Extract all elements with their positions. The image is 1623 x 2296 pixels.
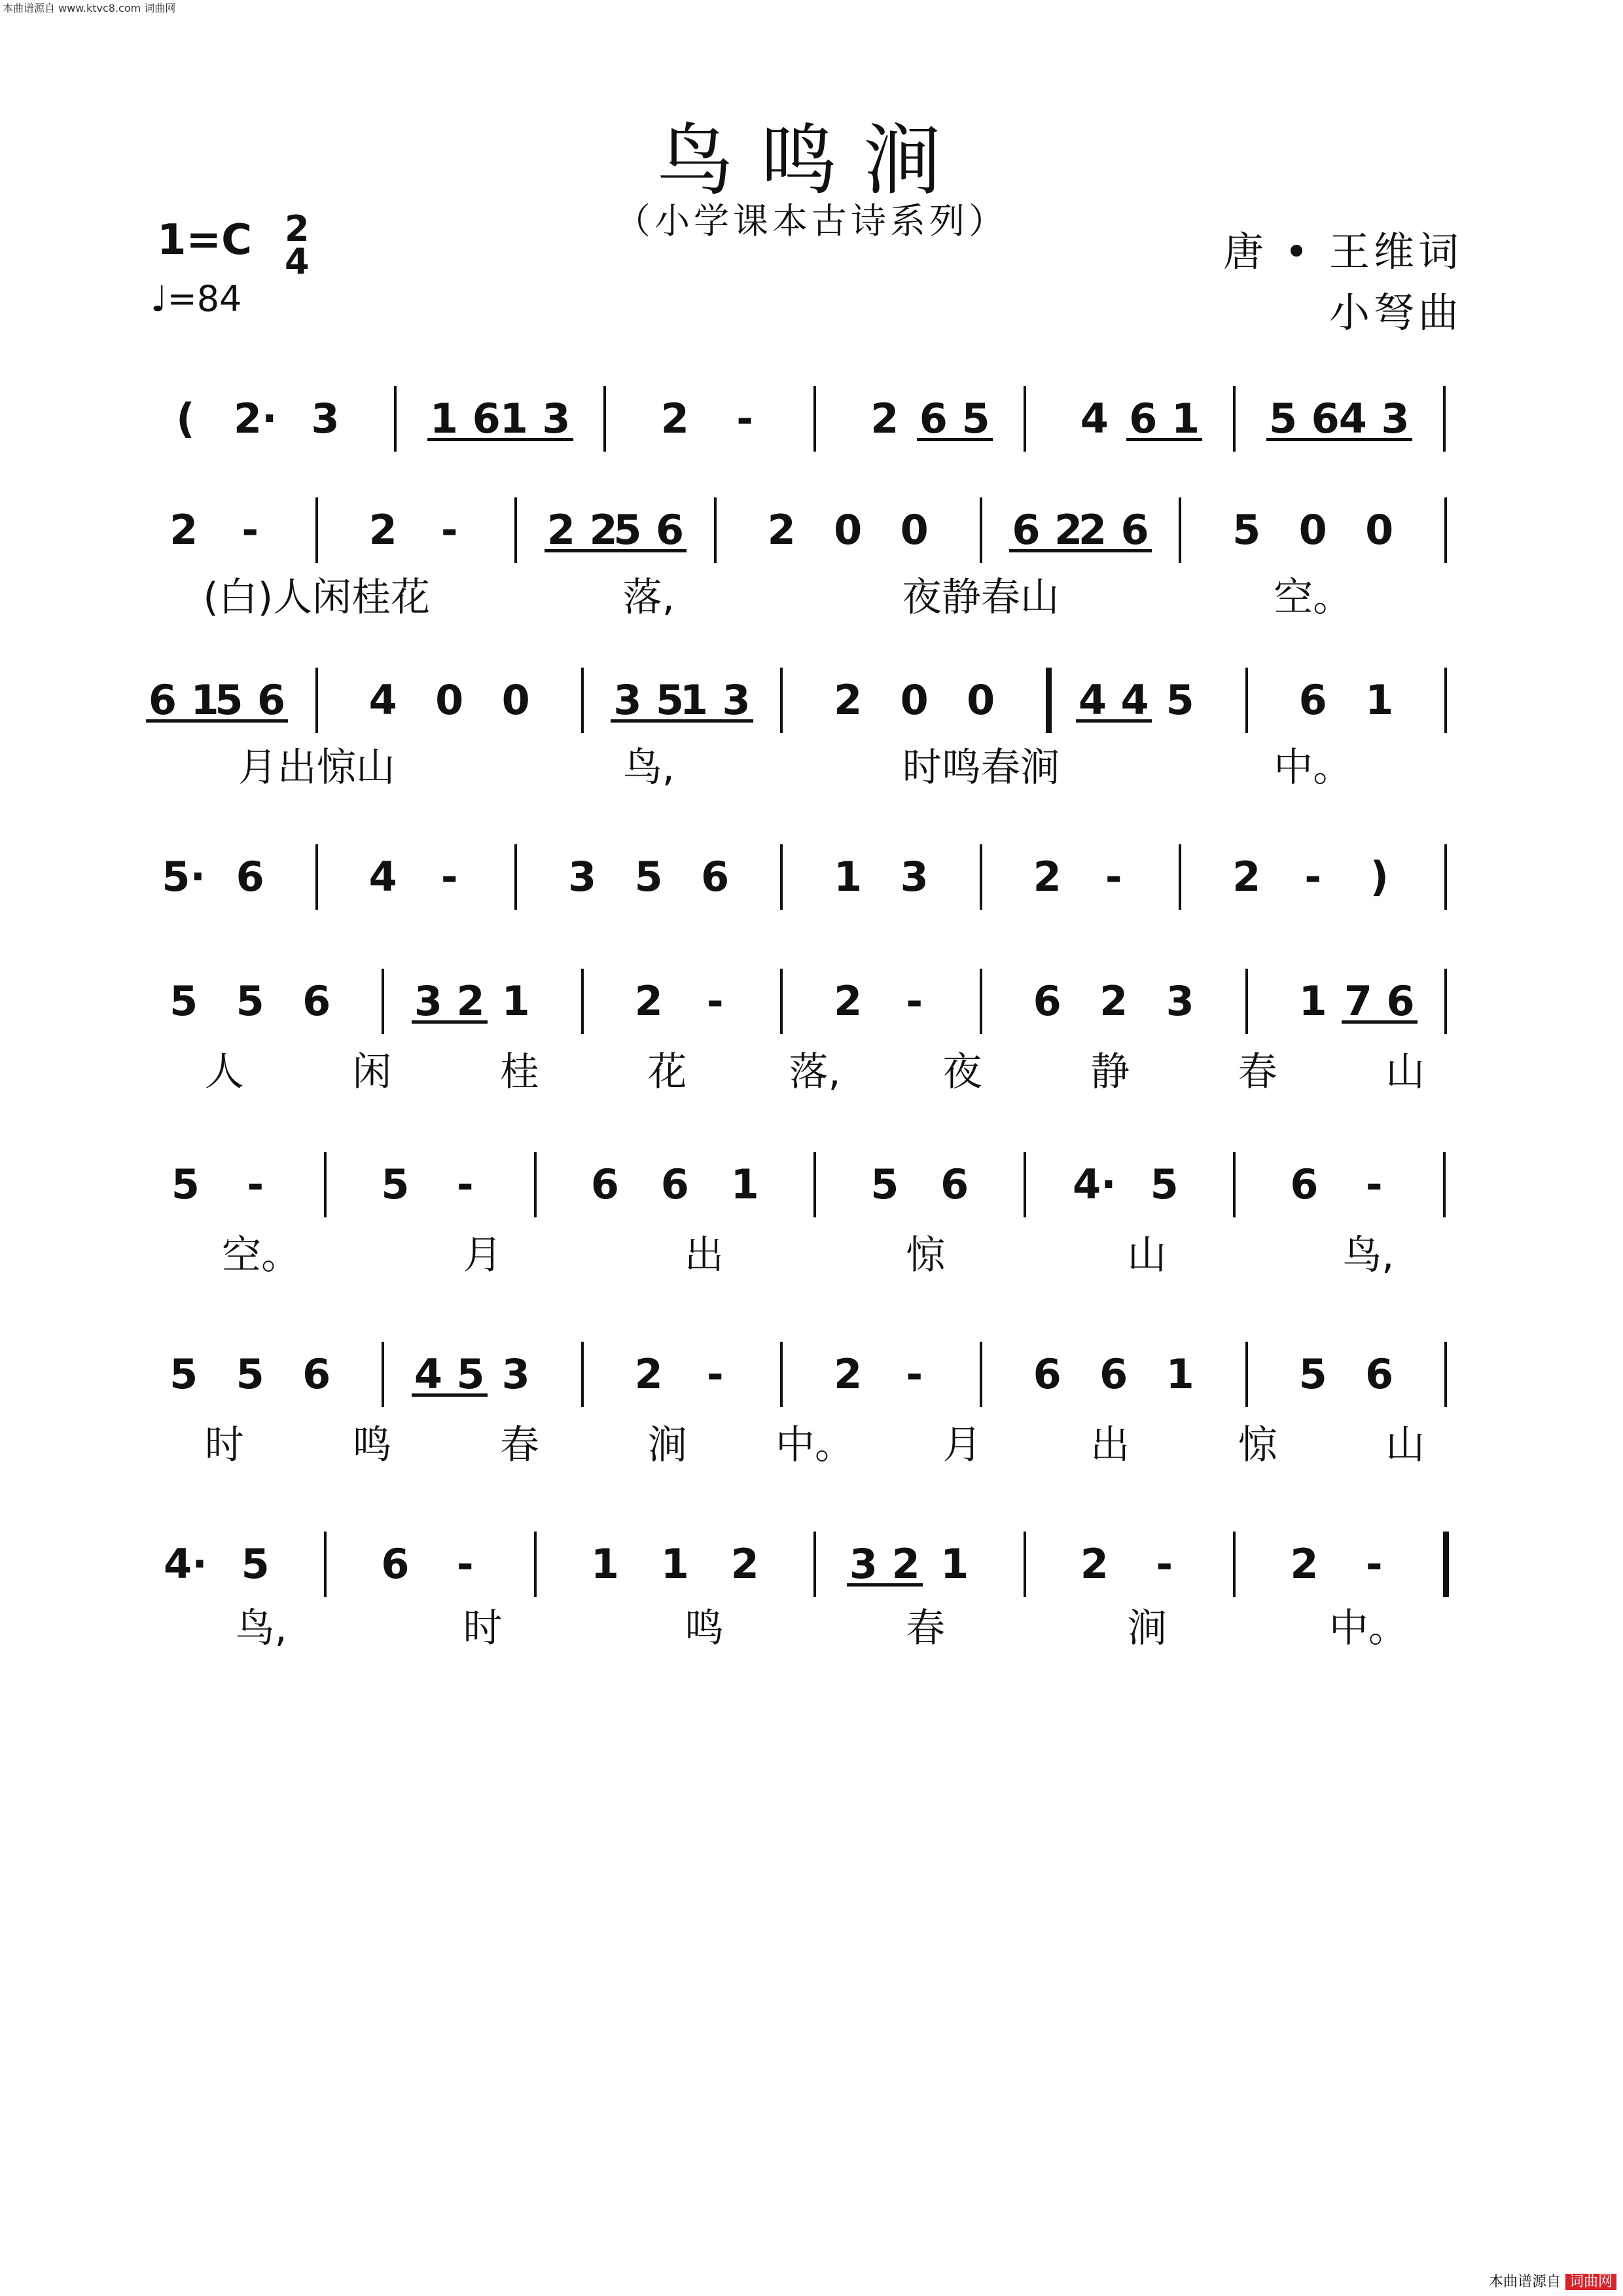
note: 0	[967, 676, 995, 724]
lyric: 落,	[622, 575, 675, 620]
barline	[1443, 386, 1446, 452]
note: 4 3	[1339, 393, 1410, 445]
lyric: 夜静春山	[902, 575, 1060, 620]
lyric: 鸟,	[1342, 1232, 1395, 1278]
note: 4	[368, 676, 397, 724]
note: 4·	[164, 1540, 207, 1588]
lyric: 中。	[776, 1422, 854, 1468]
barline	[1245, 969, 1248, 1034]
note: 6 5	[919, 393, 990, 445]
barline	[1245, 1342, 1248, 1407]
note: 2	[1080, 1540, 1109, 1588]
barline	[315, 497, 318, 563]
barline	[1444, 844, 1447, 910]
note: 2	[1232, 853, 1261, 901]
note: 2	[1099, 977, 1128, 1025]
score-line-8	[151, 1532, 1479, 1597]
barline	[581, 969, 584, 1034]
note: 2	[1033, 853, 1061, 901]
score-line-4	[151, 844, 1479, 910]
barline	[315, 844, 318, 910]
note: 3	[568, 853, 597, 901]
dash-note: -	[1105, 853, 1122, 901]
barline	[315, 668, 318, 733]
note: 5 6	[1269, 393, 1340, 445]
lyric: 鸣	[352, 1422, 392, 1468]
lyric: 出	[684, 1232, 724, 1278]
note: 0	[900, 506, 929, 554]
note: 5	[169, 1350, 198, 1398]
note: 6	[660, 1160, 689, 1208]
note: 5 6	[613, 504, 684, 556]
note: 0	[834, 506, 863, 554]
dash-note: -	[241, 506, 259, 554]
note: 6	[302, 977, 331, 1025]
note: 1	[1365, 676, 1394, 724]
footer-source-label: 本曲谱源自	[1488, 2274, 1561, 2290]
note: 5	[236, 977, 264, 1025]
lyric: 出	[1090, 1422, 1130, 1468]
note: 1	[660, 1540, 689, 1588]
dash-note: -	[706, 1350, 724, 1398]
lyric: 鸟,	[235, 1605, 287, 1651]
barline	[382, 1342, 384, 1407]
note: 5	[1166, 676, 1194, 724]
barline	[394, 386, 397, 452]
dash-note: -	[1304, 853, 1322, 901]
lyric: 时	[463, 1605, 503, 1651]
note: 6	[1033, 1350, 1061, 1398]
barline	[813, 1152, 816, 1217]
barline	[780, 844, 783, 910]
composer: 小弩曲	[1329, 289, 1463, 336]
barline	[1233, 1152, 1236, 1217]
score-line-3	[148, 668, 1479, 733]
score-line-2	[151, 497, 1479, 563]
footer-site-logo: 词曲网	[1565, 2274, 1616, 2290]
lyric: 花	[647, 1049, 687, 1095]
lyric-line-8	[151, 1597, 1479, 1649]
lyric-line-5	[151, 1041, 1479, 1093]
note: 2	[730, 1540, 759, 1588]
note: 2	[870, 395, 899, 442]
lyric: 夜	[942, 1049, 982, 1095]
note: 5	[1298, 1350, 1327, 1398]
note: 0	[435, 676, 464, 724]
note: 1	[501, 977, 530, 1025]
barline	[813, 1532, 816, 1597]
note: 2 2	[547, 504, 618, 556]
note: 2	[634, 1350, 663, 1398]
note: 6	[701, 853, 730, 901]
barline	[980, 497, 982, 563]
note: 1 3	[500, 393, 571, 445]
lyric-line-3	[151, 736, 1479, 789]
barline	[714, 497, 717, 563]
dash-note: -	[706, 977, 724, 1025]
lyric: 人	[204, 1049, 244, 1095]
lyric: 山	[1385, 1422, 1425, 1468]
lyric: 中。	[1329, 1605, 1408, 1651]
note: 4	[1080, 395, 1109, 442]
barline	[382, 969, 384, 1034]
lyric: 时鸣春涧	[902, 745, 1060, 791]
note: 6	[302, 1350, 331, 1398]
score-line-6	[151, 1152, 1479, 1217]
note: )	[1370, 853, 1389, 901]
repeat-barline	[1046, 668, 1052, 733]
lyric: 桂	[499, 1049, 539, 1095]
repeat-barline	[1443, 1532, 1449, 1597]
dash-note: -	[736, 395, 754, 442]
lyric: 鸟,	[622, 745, 675, 791]
dash-note: -	[247, 1160, 264, 1208]
barline	[534, 1532, 537, 1597]
note: 5	[381, 1160, 410, 1208]
note: 5	[169, 977, 198, 1025]
note: 5 6	[215, 674, 285, 726]
note: 4	[368, 853, 397, 901]
dash-note: -	[906, 1350, 923, 1398]
barline	[1179, 844, 1181, 910]
lyricist: 唐 • 王维词	[1223, 228, 1463, 276]
note: 0	[1298, 506, 1327, 554]
note: 5	[1150, 1160, 1179, 1208]
note: 6	[381, 1540, 410, 1588]
note: 1	[834, 853, 863, 901]
key-signature: 1=C	[157, 216, 253, 264]
note: 4 5	[414, 1348, 485, 1401]
note: 2 6	[1079, 504, 1149, 556]
note: 4 4	[1079, 674, 1149, 726]
note: 6 2	[1012, 504, 1082, 556]
note: 3 2	[414, 975, 485, 1028]
note: 5	[241, 1540, 270, 1588]
lyric: 鸣	[684, 1605, 724, 1651]
barline	[1233, 1532, 1236, 1597]
lyric: 月	[942, 1422, 982, 1468]
note: 6	[236, 853, 264, 901]
note: 1	[940, 1540, 969, 1588]
note: 7 6	[1344, 975, 1415, 1028]
note: 1	[1166, 1350, 1194, 1398]
lyric-line-2	[151, 566, 1479, 619]
note: 6 1	[1129, 393, 1200, 445]
note: 1	[590, 1540, 620, 1588]
lyric: 惊	[906, 1232, 946, 1278]
barline	[324, 1152, 327, 1217]
lyric-line-6	[151, 1224, 1479, 1276]
time-denominator: 4	[285, 241, 310, 282]
note: 2	[834, 1350, 863, 1398]
note: 1	[730, 1160, 759, 1208]
barline	[1245, 668, 1248, 733]
barline	[980, 1342, 982, 1407]
note: 3 2	[849, 1538, 920, 1590]
lyric: 月出惊山	[238, 745, 395, 791]
note: 6 1	[149, 674, 219, 726]
note: 2	[834, 977, 863, 1025]
note: 0	[501, 676, 530, 724]
note: 1 3	[680, 674, 751, 726]
note: 1 6	[430, 393, 501, 445]
note: 5	[634, 853, 663, 901]
barline	[1444, 969, 1447, 1034]
barline	[780, 668, 783, 733]
song-subtitle: （小学课本古诗系列）	[615, 200, 1008, 242]
barline	[1443, 1152, 1446, 1217]
note: 3	[900, 853, 929, 901]
lyric: (白)人闲桂花	[203, 575, 431, 620]
note: 0	[1365, 506, 1394, 554]
barline	[534, 1152, 537, 1217]
barline	[603, 386, 606, 452]
note: 3 5	[613, 674, 684, 726]
lyric: 中。	[1274, 745, 1353, 791]
barline	[780, 969, 783, 1034]
lyric: 春	[906, 1605, 946, 1651]
dash-note: -	[1365, 1540, 1383, 1588]
barline	[514, 844, 517, 910]
note: 2	[1290, 1540, 1319, 1588]
lyric-line-7	[151, 1414, 1479, 1466]
note: 1	[1298, 977, 1327, 1025]
dash-note: -	[456, 1540, 474, 1588]
note: 6	[590, 1160, 620, 1208]
note: 2	[634, 977, 663, 1025]
note: 5	[171, 1160, 200, 1208]
barline	[1233, 386, 1236, 452]
barline	[980, 969, 982, 1034]
note: 6	[1365, 1350, 1394, 1398]
lyric: 惊	[1238, 1422, 1277, 1468]
note: 3	[501, 1350, 530, 1398]
note: 3	[311, 395, 340, 442]
barline	[1024, 386, 1026, 452]
lyric: 静	[1090, 1049, 1130, 1095]
tempo-marking: ♩=84	[151, 278, 242, 319]
note: 2	[660, 395, 689, 442]
dash-note: -	[906, 977, 923, 1025]
note: (	[176, 395, 195, 442]
barline	[514, 497, 517, 563]
note: 5	[236, 1350, 264, 1398]
lyric: 山	[1385, 1049, 1425, 1095]
note: 5	[1232, 506, 1261, 554]
barline	[980, 844, 982, 910]
lyric: 山	[1127, 1232, 1167, 1278]
note: 6	[940, 1160, 969, 1208]
lyric: 涧	[1127, 1605, 1167, 1651]
barline	[581, 1342, 584, 1407]
lyric: 空。	[1274, 575, 1353, 620]
note: 2	[368, 506, 397, 554]
note: 2	[834, 676, 863, 724]
barline	[1024, 1152, 1026, 1217]
lyric: 春	[1238, 1049, 1277, 1095]
score-line-5	[151, 969, 1479, 1034]
note: 6	[1290, 1160, 1319, 1208]
song-title: 鸟鸣涧	[656, 115, 967, 206]
barline	[1444, 1342, 1447, 1407]
lyric: 春	[499, 1422, 539, 1468]
barline	[1444, 497, 1447, 563]
note: 0	[900, 676, 929, 724]
note: 2	[169, 506, 198, 554]
dash-note: -	[1365, 1160, 1383, 1208]
lyric: 空。	[222, 1232, 301, 1278]
score-line-1	[151, 386, 1479, 452]
barline	[324, 1532, 327, 1597]
source-header: 本曲谱源自 www.ktvc8.com 词曲网	[3, 2, 176, 14]
note: 6	[1099, 1350, 1128, 1398]
lyric: 时	[204, 1422, 244, 1468]
barline	[1024, 1532, 1026, 1597]
dash-note: -	[440, 853, 458, 901]
note: 2	[767, 506, 796, 554]
dash-note: -	[440, 506, 458, 554]
note: 5	[870, 1160, 899, 1208]
barline	[813, 386, 816, 452]
barline	[1444, 668, 1447, 733]
note: 5·	[162, 853, 206, 901]
lyric: 闲	[352, 1049, 392, 1095]
dash-note: -	[1156, 1540, 1173, 1588]
lyric: 月	[463, 1232, 503, 1278]
note: 6	[1033, 977, 1061, 1025]
barline	[780, 1342, 783, 1407]
barline	[581, 668, 584, 733]
footer-source	[1489, 2270, 1616, 2291]
time-numerator: 2	[285, 208, 310, 249]
dash-note: -	[456, 1160, 474, 1208]
time-signature	[285, 208, 310, 282]
barline	[1179, 497, 1181, 563]
lyric: 落,	[789, 1049, 841, 1095]
score-line-7	[151, 1342, 1479, 1407]
lyric: 涧	[647, 1422, 687, 1468]
note: 2·	[233, 395, 277, 442]
note: 4·	[1073, 1160, 1116, 1208]
note: 6	[1298, 676, 1327, 724]
note: 3	[1166, 977, 1194, 1025]
